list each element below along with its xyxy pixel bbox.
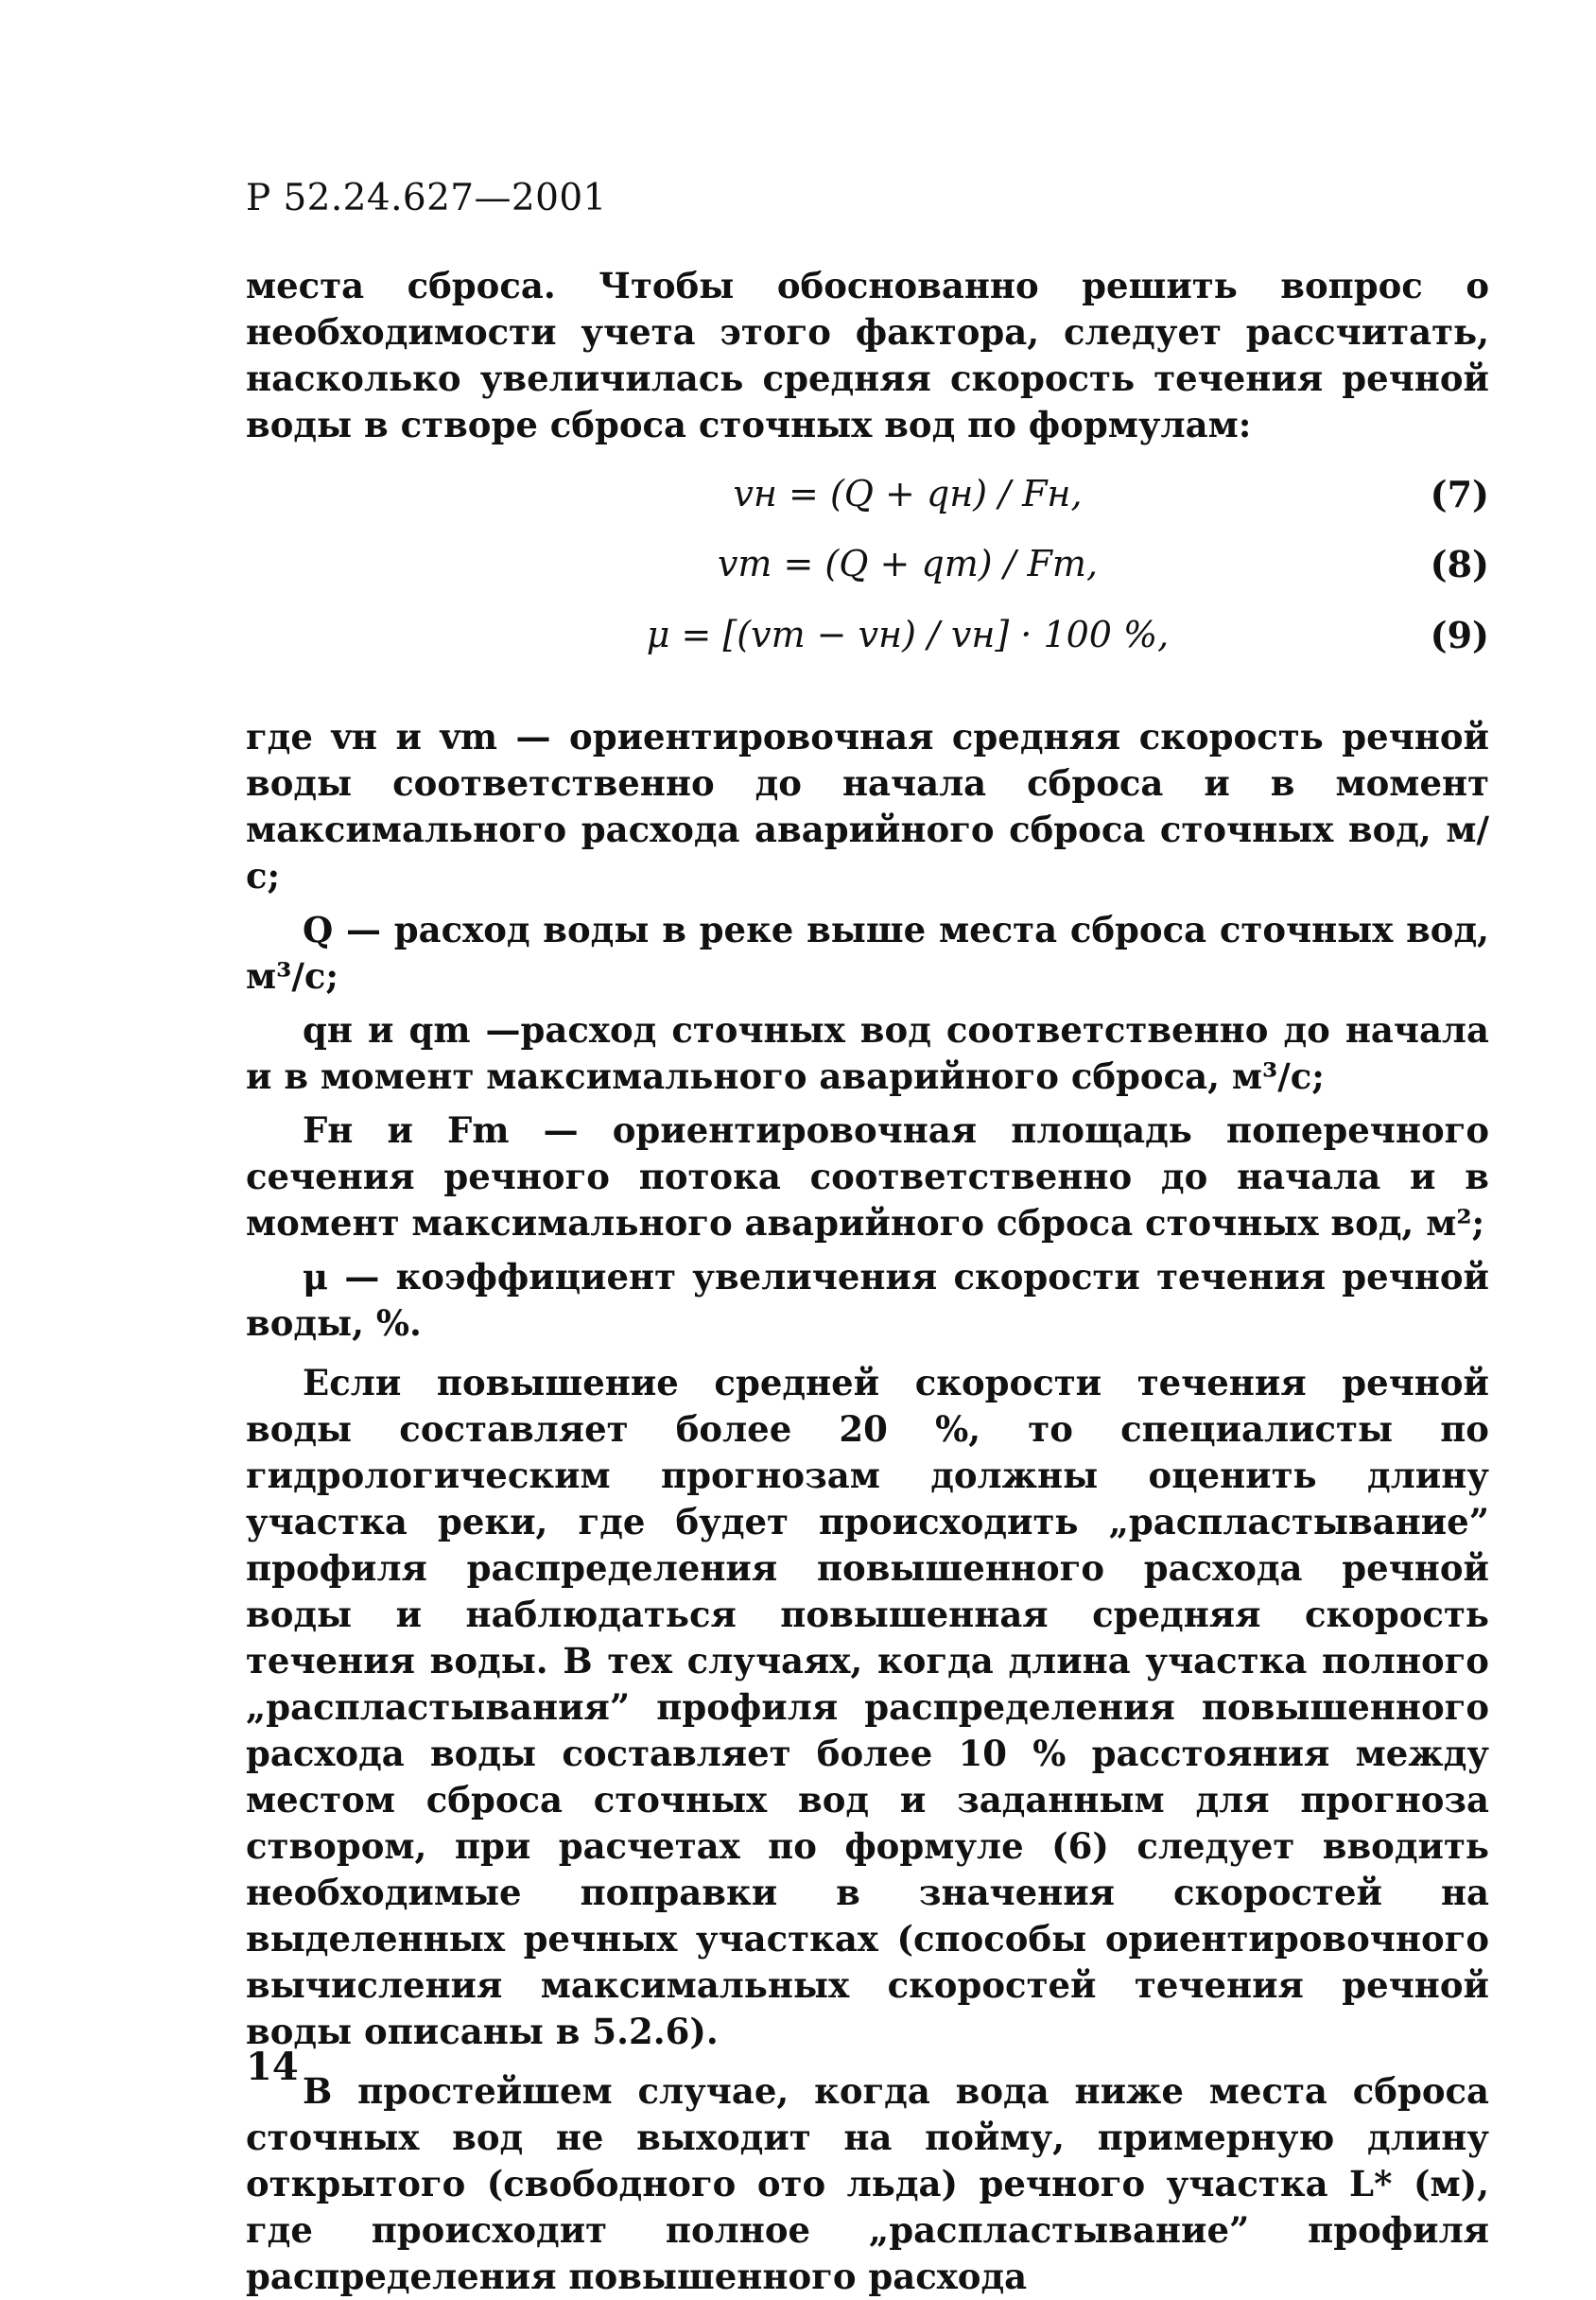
intro-paragraph: места сброса. Чтобы обоснованно решить вопрос о необходимости учета этого фактора, следует рассчитать, насколько увеличилась средняя скорость течения речной воды в створе сброса сточных вод по формулам: xyxy=(246,265,1489,445)
paragraph-gap xyxy=(246,2055,1489,2068)
formula-row-9 xyxy=(605,614,1489,671)
formula-group xyxy=(605,473,1489,690)
paragraph-gap xyxy=(246,1347,1489,1360)
formula-row-7 xyxy=(605,473,1489,530)
definition-gap xyxy=(246,1000,1489,1007)
formula-8-number: (8) xyxy=(1430,543,1489,585)
formula-7-number: (7) xyxy=(1430,473,1489,515)
definition-mu: μ — коэффициент увеличения скорости течения речной воды, %. xyxy=(246,1256,1489,1344)
definition-area: Fн и Fm — ориентировочная площадь поперечного сечения речного потока соответственно до начала и в момент максимального аварийного сброса сточных вод, м²; xyxy=(246,1109,1489,1244)
definition-gap xyxy=(246,1246,1489,1254)
formula-7-expression: vн = (Q + qн) / Fн, xyxy=(733,473,1083,514)
formula-9-number: (9) xyxy=(1430,614,1489,656)
body-paragraph-2: В простейшем случае, когда вода ниже места сброса сточных вод не выходит на пойму, примерную длину открытого (свободного ото льда) речного участка L* (м), где происходит полное „распластывание” профиля распределения повышенного расхода xyxy=(246,2070,1489,2297)
formula-9-expression: μ = [(vm − vн) / vн] · 100 %, xyxy=(646,614,1170,655)
page-number: 14 xyxy=(246,2045,299,2089)
intro-block xyxy=(246,263,1489,448)
formula-8-expression: vm = (Q + qm) / Fm, xyxy=(717,543,1099,584)
definition-velocity: где vн и vm — ориентировочная средняя скорость речной воды соответственно до начала сброса и в момент максимального расхода аварийного сброса сточных вод, м/с; xyxy=(246,716,1489,897)
definitions-block xyxy=(246,714,1489,2300)
definition-q-waste: qн и qm —расход сточных вод соответственно до начала и в момент максимального аварийного сброса, м³/с; xyxy=(246,1009,1489,1097)
document-header: Р 52.24.627—2001 xyxy=(246,177,607,219)
definition-gap xyxy=(246,899,1489,907)
body-paragraph-1: Если повышение средней скорости течения речной воды составляет более 20 %, то специалисты по гидрологическим прогнозам должны оценить длину участка реки, где будет происходить „распластывание” профиля распределения повышенного расхода речной воды и наблюдаться повышенная средняя скорость течения воды. В тех случаях, когда длина участка полного „распластывания” профиля распределения повышенного расхода воды составляет более 10 % расстояния между местом сброса сточных вод и заданным для прогноза створом, при расчетах по формуле (6) следует вводить необходимые поправки в значения скоростей на выделенных речных участках (способы ориентировочного вычисления максимальных скоростей течения речной воды описаны в 5.2.6). xyxy=(246,1362,1489,2052)
definition-q-river: Q — расход воды в реке выше места сброса сточных вод, м³/с; xyxy=(246,909,1489,997)
definition-gap xyxy=(246,1100,1489,1107)
formula-row-8 xyxy=(605,543,1489,600)
